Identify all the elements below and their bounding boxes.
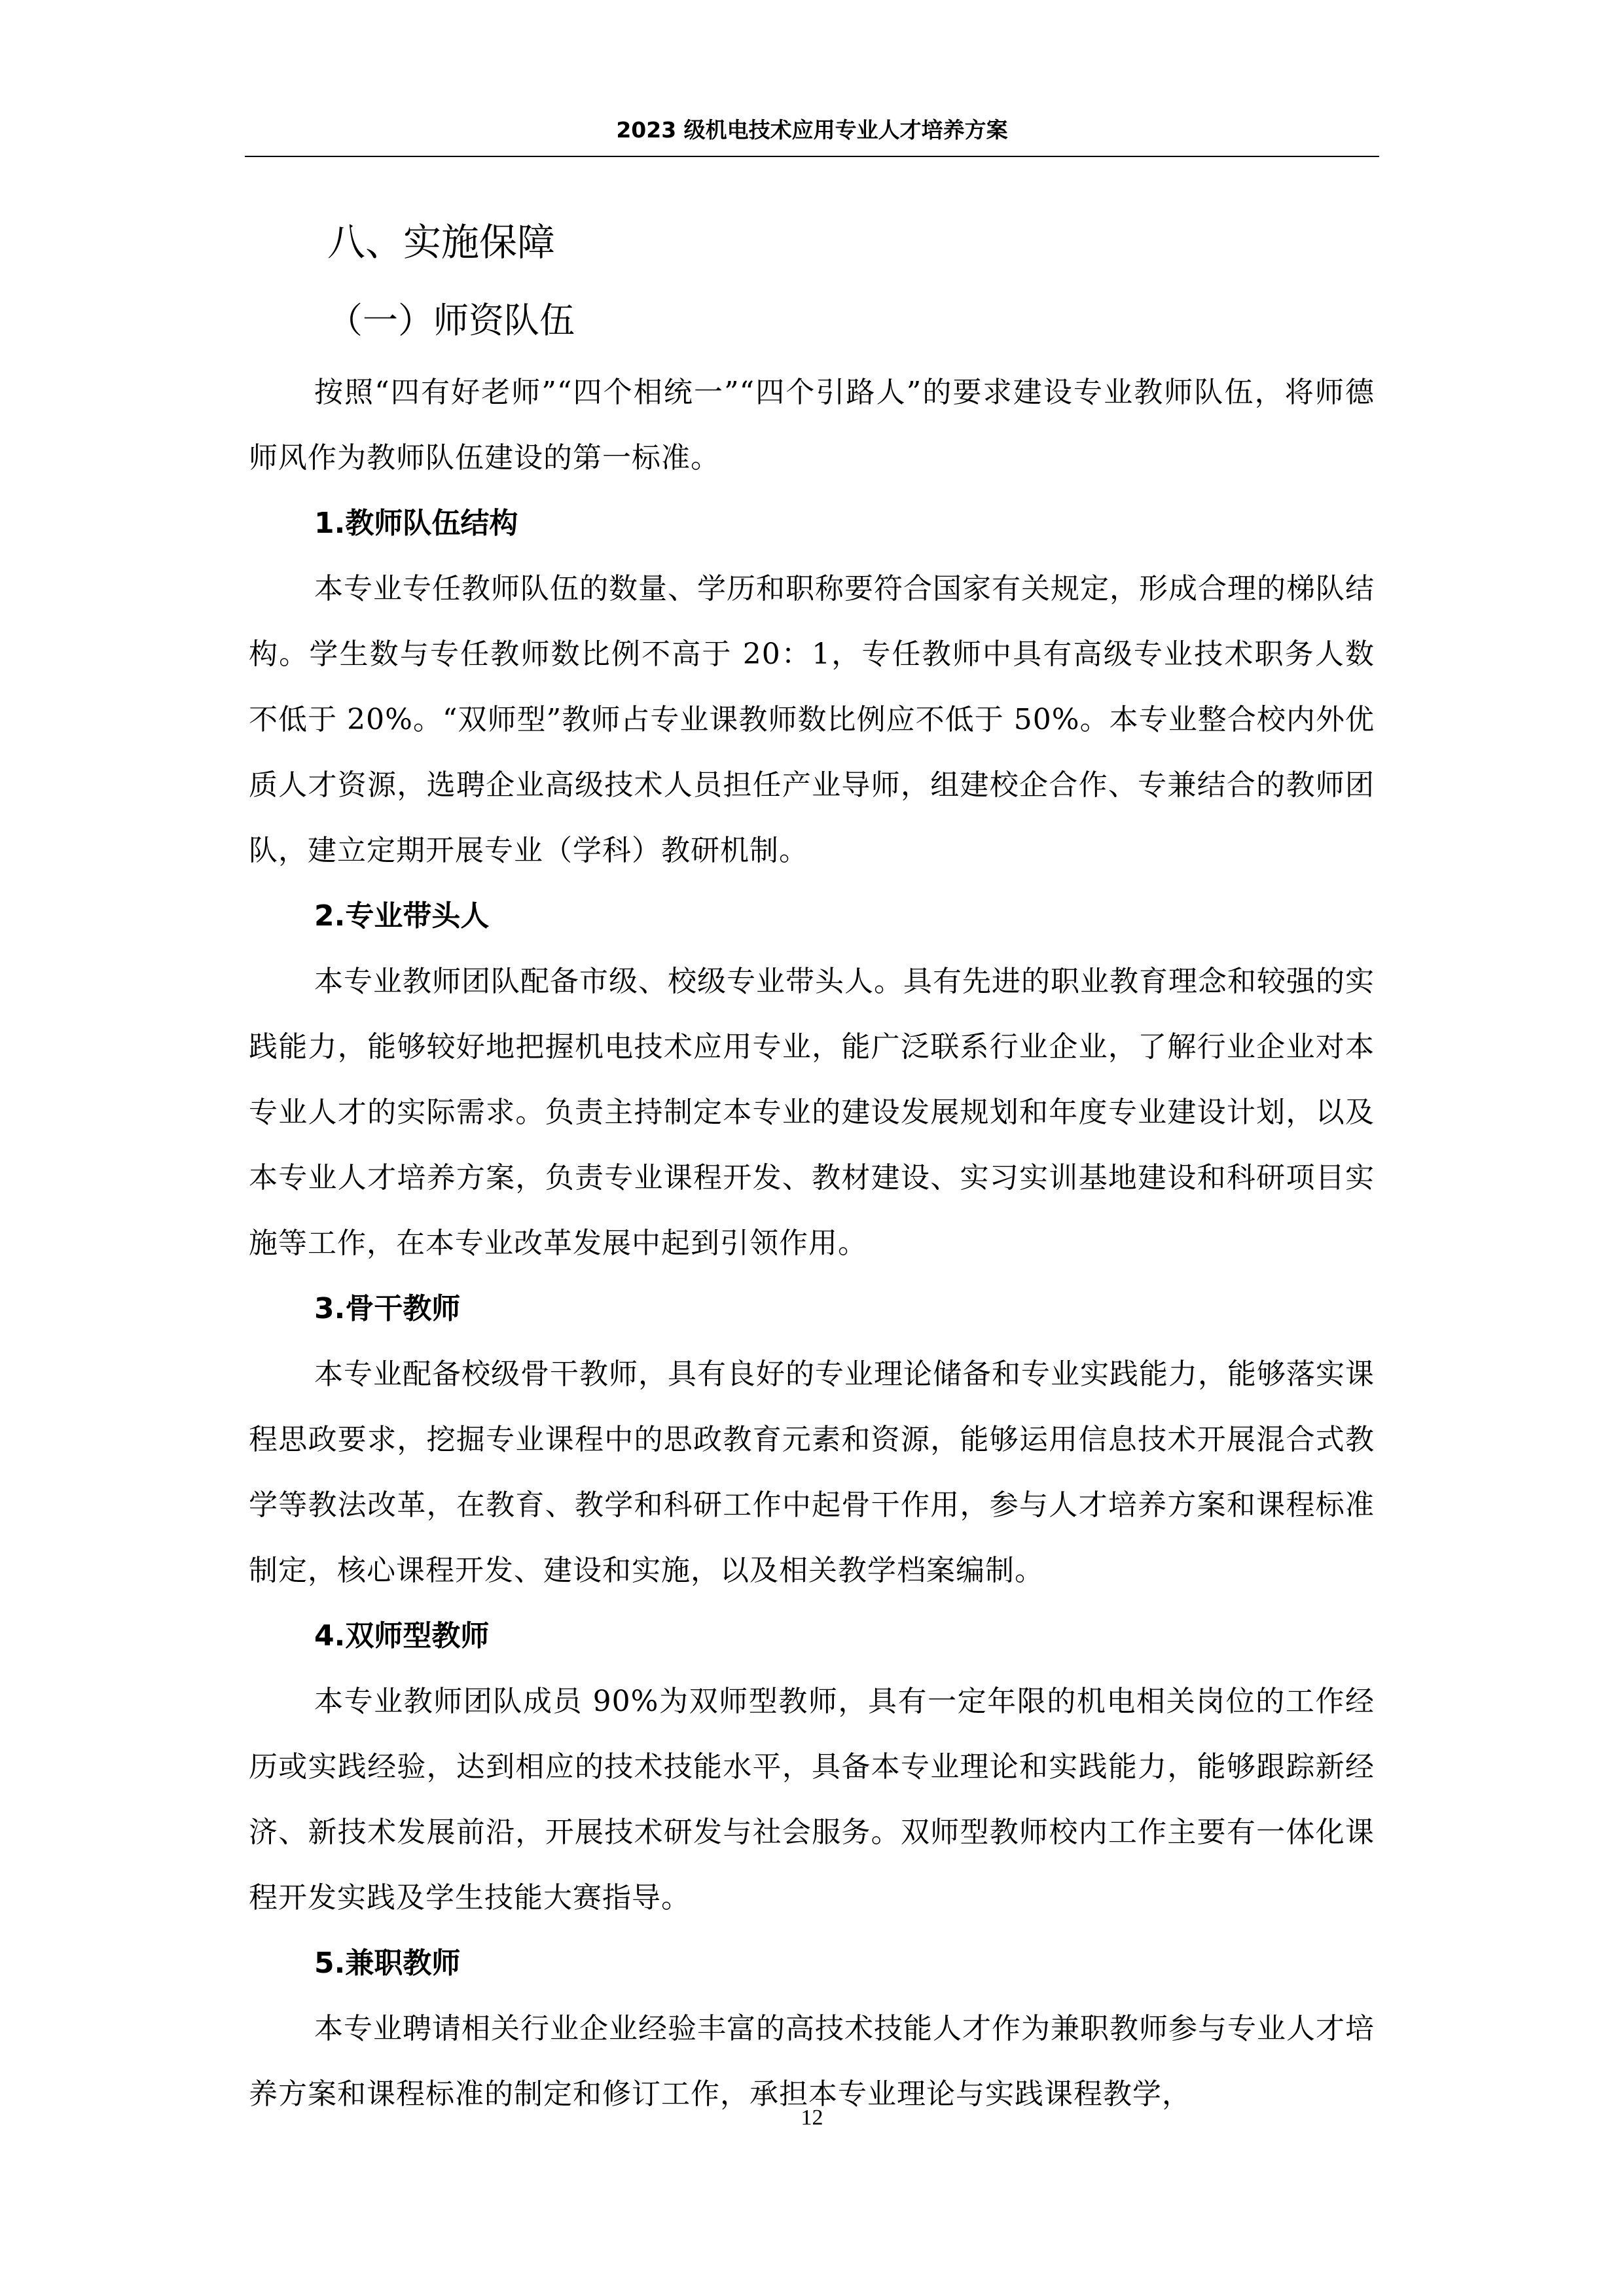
item-body-teacher-structure: 本专业专任教师队伍的数量、学历和职称要符合国家有关规定，形成合理的梯队结构。学生数与专任教师数比例不高于 20：1，专任教师中具有高级专业技术职务人数不低于 20%。“双师型”教师占专业课教师数比例应不低于 50%。本专业整合校内外优质人才资源，选聘企业高级技术人员担任产业导师，组建校企合作、专兼结合的教师团队，建立定期开展专业（学科）教研机制。	[249, 572, 1375, 867]
item-title-key-teacher: 3.骨干教师	[314, 1292, 461, 1325]
running-header: 2023 级机电技术应用专业人才培养方案	[616, 117, 1008, 143]
item-body-key-teacher: 本专业配备校级骨干教师，具有良好的专业理论储备和专业实践能力，能够落实课程思政要求，挖掘专业课程中的思政教育元素和资源，能够运用信息技术开展混合式教学等教法改革，在教育、教学和科研工作中起骨干作用，参与人才培养方案和课程标准制定，核心课程开发、建设和实施，以及相关教学档案编制。	[249, 1357, 1375, 1587]
item-title-subject-leader: 2.专业带头人	[314, 899, 490, 933]
item-title-part-time-teacher: 5.兼职教师	[314, 1946, 461, 1980]
header-rule	[245, 156, 1379, 157]
item-body-dual-qualified-teacher: 本专业教师团队成员 90%为双师型教师，具有一定年限的机电相关岗位的工作经历或实践经验，达到相应的技术技能水平，具备本专业理论和实践能力，能够跟踪新经济、新技术发展前沿，开展技术研发与社会服务。双师型教师校内工作主要有一体化课程开发实践及学生技能大赛指导。	[249, 1685, 1375, 1914]
intro-paragraph: 按照“四有好老师”“四个相统一”“四个引路人”的要求建设专业教师队伍，将师德师风作为教师队伍建设的第一标准。	[249, 376, 1375, 475]
page-number: 12	[801, 2106, 823, 2130]
item-body-part-time-teacher: 本专业聘请相关行业企业经验丰富的高技术技能人才作为兼职教师参与专业人才培养方案和课程标准的制定和修订工作，承担本专业理论与实践课程教学，	[249, 2012, 1375, 2111]
subsection-heading: （一）师资队伍	[327, 300, 575, 341]
item-body-subject-leader: 本专业教师团队配备市级、校级专业带头人。具有先进的职业教育理念和较强的实践能力，能够较好地把握机电技术应用专业，能广泛联系行业企业，了解行业企业对本专业人才的实际需求。负责主持制定本专业的建设发展规划和年度专业建设计划，以及本专业人才培养方案，负责专业课程开发、教材建设、实习实训基地建设和科研项目实施等工作，在本专业改革发展中起到引领作用。	[249, 965, 1375, 1260]
item-title-dual-qualified-teacher: 4.双师型教师	[314, 1619, 490, 1653]
page-content	[249, 203, 1375, 2127]
section-heading: 八、实施保障	[327, 220, 556, 264]
item-title-teacher-structure: 1.教师队伍结构	[314, 507, 518, 540]
